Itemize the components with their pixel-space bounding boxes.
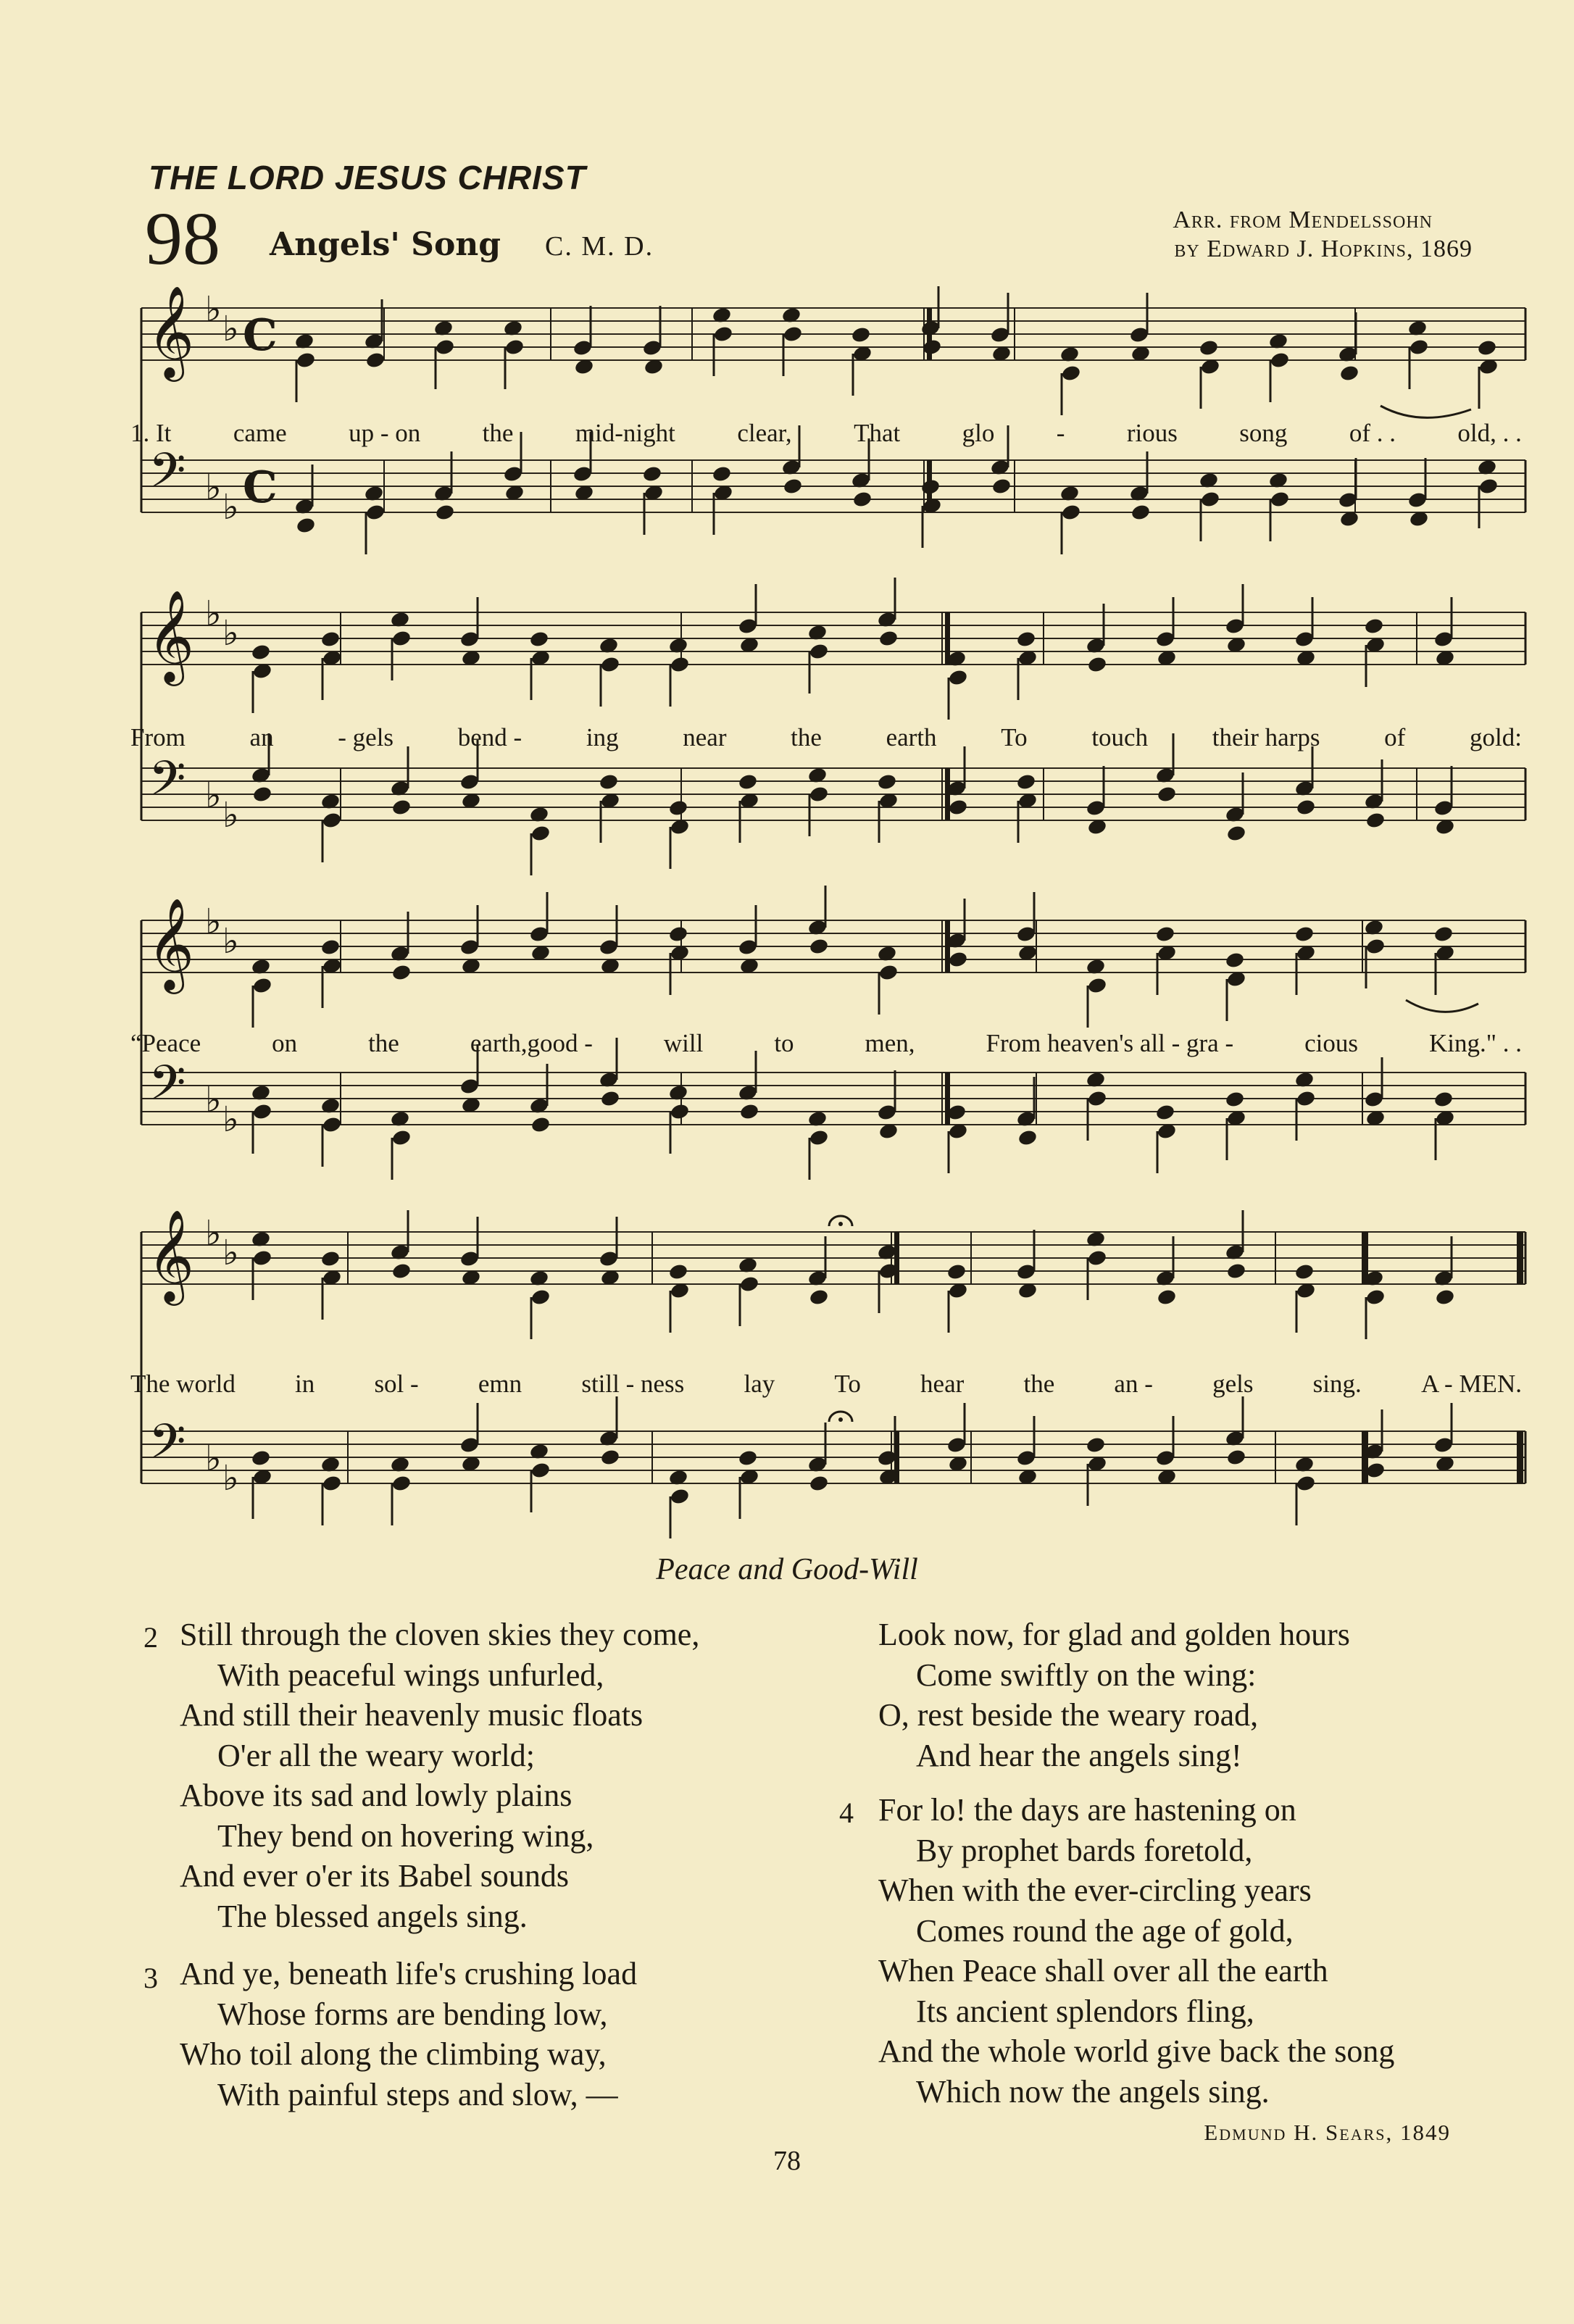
note-head [529,630,550,648]
fermata-dot [838,1222,843,1226]
flat-icon: ♭ [205,594,222,634]
flat-icon: ♭ [205,775,222,816]
note-head [1294,1262,1315,1280]
note-head [739,1102,760,1120]
flat-icon: ♭ [222,613,239,654]
lyric-syllable: sing. [1312,1370,1362,1398]
lyric-syllable: song [1239,419,1288,447]
lyric-syllable: emn [478,1370,522,1398]
lyric-syllable: To [834,1370,861,1398]
lyric-syllable: cious [1304,1029,1358,1057]
note-head [320,630,341,648]
note-head [1061,364,1082,382]
note-head [391,963,412,981]
note-head [1296,1089,1317,1107]
note-head [1296,1474,1317,1492]
note-head [391,629,412,647]
note-head [1199,338,1220,357]
verse-line: Who toil along the climbing way, [180,2036,607,2072]
phrase-bar-line [927,308,932,360]
flat-icon: ♭ [205,1213,222,1254]
lyric-syllable: rious [1126,419,1178,447]
lyric-syllable: gold: [1469,723,1522,751]
note-head [322,811,343,829]
note-head [1016,630,1037,648]
note-head [1016,772,1037,791]
note-head [642,465,663,483]
note-head [878,963,899,981]
lyric-line [130,1029,1522,1062]
lyric-syllable: on [272,1029,298,1057]
verse-line: The blessed angels sing. [217,1898,528,1934]
verse-line: O, rest beside the weary road, [878,1697,1259,1733]
note-head [530,1288,551,1306]
lyric-syllable: near [683,723,727,751]
note-head [809,1288,830,1306]
verse-line: When Peace shall over all the earth [878,1953,1328,1988]
note-head [600,1448,621,1466]
note-head [391,1262,412,1280]
lyric-syllable: glo [962,419,995,447]
verse-line: Comes round the age of gold, [916,1912,1294,1949]
verse-line: O'er all the weary world; [217,1737,535,1773]
note-head [1409,338,1430,356]
lyric-syllable: still - ness [581,1370,685,1398]
lyric-syllable: earth [886,723,937,751]
note-head [783,325,804,343]
lyric-syllable: - gels [338,723,394,751]
flat-icon: ♭ [205,1438,222,1479]
lyric-syllable: ing [586,723,619,751]
note-head [530,1115,551,1133]
note-head [435,503,456,521]
note-head [1365,1288,1386,1306]
note-head [1226,1262,1247,1280]
verse-line: For lo! the days are hastening on [878,1792,1296,1828]
lyric-syllable: From heaven's all - gra - [986,1029,1234,1057]
note-head [851,325,872,343]
final-bar-line [1517,1232,1523,1284]
note-head [809,1128,830,1146]
note-head [1433,1090,1454,1108]
arranger-credit: by Edward J. Hopkins, 1869 [1174,236,1473,262]
note-head [948,668,969,686]
lyric-syllable: mid-night [575,419,675,447]
lyric-syllable: clear, [737,419,792,447]
flat-icon: ♭ [222,1099,239,1140]
lyric-syllable: the [482,419,514,447]
note-head [1433,925,1454,943]
note-head [320,938,341,956]
note-head [1087,1249,1108,1267]
hymn-number: 98 [145,197,220,280]
note-head [1130,503,1152,521]
verse-line: When with the ever-circling years [878,1873,1312,1908]
lyric-syllable: in [295,1370,315,1398]
verse-3-second-half [878,1615,1350,1775]
meter: C. M. D. [545,231,654,262]
treble-clef-icon: 𝄞 [147,589,195,682]
verse-4 [878,1790,1394,2112]
note-head [1364,617,1385,635]
flat-icon: ♭ [222,1458,239,1499]
note-head [1225,1090,1246,1108]
bass-clef-icon: 𝄢 [149,1414,186,1481]
note-head [1435,1288,1456,1306]
flat-icon: ♭ [205,1080,222,1120]
verse-line: Above its sad and lowly plains [180,1778,572,1813]
lyric-syllable: the [1023,1370,1055,1398]
note-head [1478,477,1499,495]
final-bar-line [1517,1431,1523,1483]
note-head [668,799,689,817]
note-head [991,477,1012,495]
note-head [252,976,273,994]
note-head [365,503,386,521]
note-head [1365,811,1386,829]
lyric-syllable: That [854,419,901,447]
lyric-syllable: - [1056,419,1065,447]
slur [1406,1000,1478,1012]
page-number: 78 [773,2146,801,2176]
amen-bar-line [1362,1232,1368,1284]
verse-line: Come swiftly on the wing: [916,1657,1257,1693]
note-head [391,1128,412,1146]
note-head [738,1449,759,1467]
note-head [948,798,969,816]
note-head [713,325,734,343]
note-head [1225,951,1246,969]
note-head [668,1262,689,1280]
lyric-syllable: of [1384,723,1406,751]
section-title: THE LORD JESUS CHRIST [149,159,586,196]
time-signature: C [243,310,278,361]
lyric-syllable: bend - [457,723,522,751]
verse-line: Its ancient splendors fling, [916,1993,1254,2029]
composer-credit: Arr. from Mendelssohn [1173,207,1433,233]
note-head [391,1474,412,1492]
lyric-syllable: up - on [349,419,421,447]
note-head [668,925,689,943]
verse-number: 3 [143,1962,158,1994]
note-head [320,1249,341,1267]
verse-line: Still through the cloven skies they come, [180,1617,700,1652]
flat-icon: ♭ [222,921,239,962]
note-head [530,824,551,842]
lyric-line [130,1370,1522,1403]
note-head [1157,1288,1178,1306]
lyric-syllable: The world [130,1370,236,1398]
bass-clef-icon: 𝄢 [149,443,186,510]
note-head [252,1102,273,1120]
author-credit: Edmund H. Sears, 1849 [1204,2120,1451,2145]
note-head [435,338,456,356]
verse-line: By prophet bards foretold, [916,1832,1253,1868]
note-head [1061,503,1082,521]
note-head [809,642,830,660]
note-head [946,1262,967,1280]
verse-line: And the whole world give back the song [878,2033,1395,2069]
lyric-syllable: earth,good - [470,1029,593,1057]
note-head [877,772,898,791]
note-head [365,351,386,369]
lyric-syllable: their harps [1212,723,1320,751]
note-head [1270,490,1291,508]
verse-line: Which now the angels sing. [916,2073,1270,2109]
flat-icon: ♭ [205,901,222,942]
note-head [252,785,273,803]
treble-clef-icon: 𝄞 [147,897,195,990]
phrase-bar-line [945,1073,950,1125]
treble-clef-icon: 𝄞 [147,285,195,378]
verse-number: 4 [839,1796,854,1829]
note-head [1087,655,1108,673]
lyric-syllable: the [791,723,822,751]
verse-line: And ye, beneath life's crushing load [180,1956,638,1991]
lyric-syllable: men, [865,1029,915,1057]
note-head [1087,1089,1108,1107]
note-head [948,950,969,968]
note-head [670,1102,691,1120]
phrase-bar-line [945,768,950,820]
note-head [809,1474,830,1492]
lyric-syllable: old, . . [1457,419,1522,447]
fermata-dot [838,1417,843,1422]
verse-3-first-half [180,1954,637,2115]
lyric-syllable: of . . [1349,419,1396,447]
lyric-syllable: To [1001,723,1028,751]
note-head [1294,925,1315,943]
lyric-syllable: 1. It [130,419,172,447]
note-head [1155,925,1176,943]
note-head [1017,1128,1038,1146]
note-head [322,1115,343,1133]
lyric-syllable: to [774,1029,794,1057]
amen-bar-line [1362,1431,1368,1483]
lyric-syllable: “Peace [130,1029,201,1057]
flat-icon: ♭ [222,487,239,528]
slur [1381,406,1471,417]
note-head [739,1275,760,1293]
lyric-syllable: an [249,723,274,751]
lyric-syllable: sol - [374,1370,419,1398]
verse-line: They bend on hovering wing, [217,1817,594,1854]
note-head [296,351,317,369]
lyric-line [130,419,1522,452]
note-head [599,772,620,791]
note-head [1087,976,1108,994]
lyric-syllable: A - MEN. [1420,1370,1522,1398]
note-head [1086,1436,1107,1454]
note-head [1339,364,1360,382]
verse-line: With painful steps and slow, — [217,2076,618,2112]
phrase-bar-line [894,1232,899,1284]
note-head [783,477,804,495]
hymn-caption: Peace and Good-Will [656,1553,918,1586]
note-head [1200,490,1221,508]
note-head [530,1461,551,1479]
note-head [878,629,899,647]
phrase-bar-line [927,460,932,512]
phrase-bar-line [945,920,950,973]
lyric-syllable: King." . . [1428,1029,1522,1057]
note-head [504,338,525,356]
note-head [712,465,733,483]
note-head [391,798,412,816]
flat-icon: ♭ [222,1233,239,1273]
verse-line: Whose forms are bending low, [217,1996,608,2032]
flat-icon: ♭ [205,467,222,508]
verse-2 [180,1615,699,1936]
note-head [252,1249,273,1267]
note-head [1296,798,1317,816]
note-head [600,1089,621,1107]
verse-line: Look now, for glad and golden hours [878,1617,1350,1652]
lyric-line [130,723,1522,757]
note-head [670,655,691,673]
flat-icon: ♭ [222,309,239,349]
tune-name: Angels' Song [270,226,501,263]
note-head [322,1474,343,1492]
lyric-syllable: came [233,419,287,447]
note-head [738,772,759,791]
note-head [1270,351,1291,369]
lyric-syllable: hear [920,1370,965,1398]
phrase-bar-line [894,1431,899,1483]
flat-icon: ♭ [222,795,239,836]
lyric-syllable: an - [1114,1370,1153,1398]
note-head [852,490,873,508]
note-head [1365,937,1386,955]
note-head [1226,1448,1247,1466]
note-head [1226,824,1247,842]
bass-clef-icon: 𝄢 [149,751,186,818]
lyric-syllable: touch [1091,723,1149,751]
note-head [809,937,830,955]
verse-number: 2 [143,1621,158,1654]
lyric-syllable: gels [1212,1370,1254,1398]
lyric-syllable: From [130,723,186,751]
note-head [296,516,317,534]
note-head [1477,338,1498,357]
note-head [251,643,272,661]
lyric-syllable: lay [744,1370,775,1398]
verse-line: And hear the angels sing! [916,1737,1242,1773]
lyric-syllable: will [663,1029,704,1057]
lyric-syllable: the [368,1029,399,1057]
note-head [1155,1103,1176,1121]
note-head [670,1487,691,1505]
phrase-bar-line [945,612,950,665]
bass-clef-icon: 𝄢 [149,1055,186,1123]
note-head [1157,785,1178,803]
verse-line: And ever o'er its Babel sounds [180,1858,570,1894]
note-head [809,785,830,803]
verse-line: And still their heavenly music floats [180,1697,644,1733]
treble-clef-icon: 𝄞 [147,1209,195,1301]
note-head [600,655,621,673]
verse-line: With peaceful wings unfurled, [217,1657,604,1693]
note-head [251,1449,272,1467]
time-signature: C [243,462,278,513]
flat-icon: ♭ [205,289,222,330]
